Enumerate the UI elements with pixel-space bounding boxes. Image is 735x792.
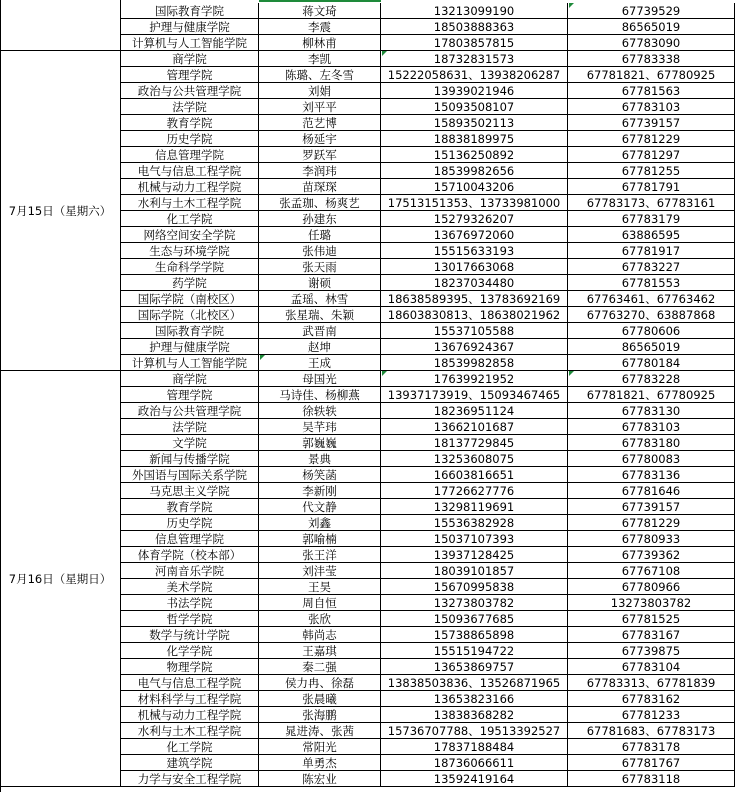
mobile-phone-cell[interactable]: 13273803782 bbox=[381, 595, 568, 611]
college-cell[interactable]: 管理学院 bbox=[121, 67, 259, 83]
college-cell[interactable]: 河南音乐学院 bbox=[121, 563, 259, 579]
contact-name-cell[interactable]: 孟瑶、林雪 bbox=[259, 291, 381, 307]
contact-name-cell[interactable]: 李震 bbox=[259, 19, 381, 35]
office-phone-cell[interactable]: 67783162 bbox=[568, 691, 735, 707]
office-phone-cell[interactable]: 67783167 bbox=[568, 627, 735, 643]
office-phone-cell[interactable]: 67783090 bbox=[568, 35, 735, 51]
mobile-phone-cell[interactable]: 15738865898 bbox=[381, 627, 568, 643]
office-phone-cell[interactable]: 86565019 bbox=[568, 339, 735, 355]
mobile-phone-cell[interactable]: 13838368282 bbox=[381, 707, 568, 723]
office-phone-cell[interactable]: 67780606 bbox=[568, 323, 735, 339]
table-row bbox=[0, 547, 735, 563]
table-row bbox=[0, 467, 735, 483]
college-cell[interactable]: 历史学院 bbox=[121, 131, 259, 147]
office-phone-cell[interactable]: 67781821、67780925 bbox=[568, 387, 735, 403]
table-row bbox=[0, 3, 735, 19]
contact-name-cell[interactable]: 徐轶轶 bbox=[259, 403, 381, 419]
office-phone-cell[interactable]: 67781767 bbox=[568, 755, 735, 771]
contact-name-cell[interactable]: 王嘉琪 bbox=[259, 643, 381, 659]
contact-name-cell[interactable]: 柳林甫 bbox=[259, 35, 381, 51]
mobile-phone-cell[interactable]: 18838189975 bbox=[381, 131, 568, 147]
table-row bbox=[0, 579, 735, 595]
mobile-phone-cell[interactable]: 15037107393 bbox=[381, 531, 568, 547]
mobile-phone-cell[interactable]: 15537105588 bbox=[381, 323, 568, 339]
college-cell[interactable]: 物理学院 bbox=[121, 659, 259, 675]
contact-name-cell[interactable]: 范艺博 bbox=[259, 115, 381, 131]
office-phone-cell[interactable]: 67781229 bbox=[568, 515, 735, 531]
table-row bbox=[0, 595, 735, 611]
mobile-phone-cell[interactable]: 15515633193 bbox=[381, 243, 568, 259]
contact-name-cell[interactable]: 常阳光 bbox=[259, 739, 381, 755]
college-cell[interactable]: 电气与信息工程学院 bbox=[121, 675, 259, 691]
table-row bbox=[0, 451, 735, 467]
mobile-phone-cell[interactable]: 13253608075 bbox=[381, 451, 568, 467]
table-row bbox=[0, 707, 735, 723]
table-row bbox=[0, 659, 735, 675]
mobile-phone-cell[interactable]: 13939021946 bbox=[381, 83, 568, 99]
table-row bbox=[0, 291, 735, 307]
mobile-phone-cell[interactable]: 17726627776 bbox=[381, 483, 568, 499]
college-cell[interactable]: 政治与公共管理学院 bbox=[121, 403, 259, 419]
office-phone-cell[interactable]: 67739529 bbox=[568, 3, 735, 19]
college-cell[interactable]: 书法学院 bbox=[121, 595, 259, 611]
contact-name-cell[interactable]: 秦二强 bbox=[259, 659, 381, 675]
table-row bbox=[0, 499, 735, 515]
office-phone-cell[interactable]: 67781233 bbox=[568, 707, 735, 723]
office-phone-cell[interactable]: 67781297 bbox=[568, 147, 735, 163]
table-row bbox=[0, 483, 735, 499]
mobile-phone-cell[interactable]: 15279326207 bbox=[381, 211, 568, 227]
office-phone-cell[interactable]: 67781683、67783173 bbox=[568, 723, 735, 739]
office-phone-cell[interactable]: 67783338 bbox=[568, 51, 735, 67]
office-phone-cell[interactable]: 67783173、67783161 bbox=[568, 195, 735, 211]
office-phone-cell[interactable]: 67783178 bbox=[568, 739, 735, 755]
mobile-phone-cell[interactable]: 15893502113 bbox=[381, 115, 568, 131]
mobile-phone-cell[interactable]: 18603830813、18638021962 bbox=[381, 307, 568, 323]
mobile-phone-cell[interactable]: 18039101857 bbox=[381, 563, 568, 579]
office-phone-cell[interactable]: 13273803782 bbox=[568, 595, 735, 611]
mobile-phone-cell[interactable]: 18236951124 bbox=[381, 403, 568, 419]
college-cell[interactable]: 材料科学与工程学院 bbox=[121, 691, 259, 707]
contact-name-cell[interactable]: 刘娟 bbox=[259, 83, 381, 99]
college-cell[interactable]: 机械与动力工程学院 bbox=[121, 707, 259, 723]
contact-name-cell[interactable]: 杨延宇 bbox=[259, 131, 381, 147]
mobile-phone-cell[interactable]: 17837188484 bbox=[381, 739, 568, 755]
mobile-phone-cell[interactable]: 13213099190 bbox=[381, 3, 568, 19]
office-phone-cell[interactable]: 86565019 bbox=[568, 19, 735, 35]
college-cell[interactable]: 法学院 bbox=[121, 419, 259, 435]
college-cell[interactable]: 信息管理学院 bbox=[121, 531, 259, 547]
office-phone-cell[interactable]: 67783180 bbox=[568, 435, 735, 451]
college-cell[interactable]: 政治与公共管理学院 bbox=[121, 83, 259, 99]
contact-name-cell[interactable]: 代文静 bbox=[259, 499, 381, 515]
contact-name-cell[interactable]: 陈宏业 bbox=[259, 771, 381, 787]
office-phone-cell[interactable]: 67781229 bbox=[568, 131, 735, 147]
table-row bbox=[0, 67, 735, 83]
office-phone-cell[interactable]: 67783136 bbox=[568, 467, 735, 483]
table-row bbox=[0, 163, 735, 179]
college-cell[interactable]: 电气与信息工程学院 bbox=[121, 163, 259, 179]
contact-name-cell[interactable]: 陈璐、左冬雪 bbox=[259, 67, 381, 83]
college-cell[interactable]: 教育学院 bbox=[121, 499, 259, 515]
office-phone-cell[interactable]: 63886595 bbox=[568, 227, 735, 243]
mobile-phone-cell[interactable]: 17803857815 bbox=[381, 35, 568, 51]
contact-name-cell[interactable]: 刘平平 bbox=[259, 99, 381, 115]
contact-name-cell[interactable]: 王昊 bbox=[259, 579, 381, 595]
mobile-phone-cell[interactable]: 15136250892 bbox=[381, 147, 568, 163]
office-phone-cell[interactable]: 67763461、67763462 bbox=[568, 291, 735, 307]
cell-marker-icon bbox=[260, 355, 265, 360]
mobile-phone-cell[interactable]: 13653869757 bbox=[381, 659, 568, 675]
contact-name-cell[interactable]: 张星瑞、朱颖 bbox=[259, 307, 381, 323]
table-row bbox=[0, 243, 735, 259]
table-row bbox=[0, 739, 735, 755]
office-phone-cell[interactable]: 67739157 bbox=[568, 115, 735, 131]
table-row bbox=[0, 179, 735, 195]
cell-marker-icon bbox=[569, 3, 574, 8]
contact-name-cell[interactable]: 马诗佳、杨柳燕 bbox=[259, 387, 381, 403]
mobile-phone-cell[interactable]: 18137729845 bbox=[381, 435, 568, 451]
mobile-phone-cell[interactable]: 18732831573 bbox=[381, 51, 568, 67]
contact-name-cell[interactable]: 景典 bbox=[259, 451, 381, 467]
mobile-phone-cell[interactable]: 13676972060 bbox=[381, 227, 568, 243]
contact-name-cell[interactable]: 吴芊玮 bbox=[259, 419, 381, 435]
contact-name-cell[interactable]: 任璐 bbox=[259, 227, 381, 243]
college-cell[interactable]: 哲学学院 bbox=[121, 611, 259, 627]
cell-marker-icon bbox=[569, 371, 574, 376]
table-row bbox=[0, 419, 735, 435]
office-phone-cell[interactable]: 67763270、63887868 bbox=[568, 307, 735, 323]
college-cell[interactable]: 护理与健康学院 bbox=[121, 339, 259, 355]
office-phone-cell[interactable]: 67780184 bbox=[568, 355, 735, 371]
college-cell[interactable]: 机械与动力工程学院 bbox=[121, 179, 259, 195]
office-phone-cell[interactable]: 67739157 bbox=[568, 499, 735, 515]
office-phone-cell[interactable]: 67783118 bbox=[568, 771, 735, 787]
office-phone-cell[interactable]: 67780083 bbox=[568, 451, 735, 467]
college-cell[interactable]: 化学学院 bbox=[121, 643, 259, 659]
college-cell[interactable]: 法学院 bbox=[121, 99, 259, 115]
contact-name-cell[interactable]: 蒋文琦 bbox=[259, 3, 381, 19]
college-cell[interactable]: 马克思主义学院 bbox=[121, 483, 259, 499]
office-phone-cell[interactable]: 67739362 bbox=[568, 547, 735, 563]
mobile-phone-cell[interactable]: 13298119691 bbox=[381, 499, 568, 515]
mobile-phone-cell[interactable]: 17513151353、13733981000 bbox=[381, 195, 568, 211]
contact-name-cell[interactable]: 晁进涛、张茜 bbox=[259, 723, 381, 739]
contact-name-cell[interactable]: 刘沣莹 bbox=[259, 563, 381, 579]
contact-name-cell[interactable]: 李润玮 bbox=[259, 163, 381, 179]
table-row bbox=[0, 307, 735, 323]
table-row bbox=[0, 691, 735, 707]
office-phone-cell[interactable]: 67781255 bbox=[568, 163, 735, 179]
office-phone-cell[interactable]: 67781791 bbox=[568, 179, 735, 195]
office-phone-cell[interactable]: 67783227 bbox=[568, 259, 735, 275]
table-row bbox=[0, 339, 735, 355]
college-cell[interactable]: 国际学院（南校区） bbox=[121, 291, 259, 307]
college-cell[interactable]: 商学院 bbox=[121, 371, 259, 387]
office-phone-cell[interactable]: 67783103 bbox=[568, 419, 735, 435]
contact-name-cell[interactable]: 李新刚 bbox=[259, 483, 381, 499]
office-phone-cell[interactable]: 67783179 bbox=[568, 211, 735, 227]
mobile-phone-cell[interactable]: 15736707788、19513392527 bbox=[381, 723, 568, 739]
mobile-phone-cell[interactable]: 13662101687 bbox=[381, 419, 568, 435]
office-phone-cell[interactable]: 67767108 bbox=[568, 563, 735, 579]
college-cell[interactable]: 外国语与国际关系学院 bbox=[121, 467, 259, 483]
selected-cell-indicator bbox=[259, 0, 381, 2]
college-cell[interactable]: 水利与土木工程学院 bbox=[121, 195, 259, 211]
table-row bbox=[0, 19, 735, 35]
college-cell[interactable]: 数学与统计学院 bbox=[121, 627, 259, 643]
mobile-phone-cell[interactable]: 13592419164 bbox=[381, 771, 568, 787]
mobile-phone-cell[interactable]: 13838503836、13526871965 bbox=[381, 675, 568, 691]
contact-name-cell[interactable]: 张天雨 bbox=[259, 259, 381, 275]
office-phone-cell[interactable]: 67781821、67780925 bbox=[568, 67, 735, 83]
college-cell[interactable]: 计算机与人工智能学院 bbox=[121, 355, 259, 371]
contact-name-cell[interactable]: 张伟迪 bbox=[259, 243, 381, 259]
cell-marker-icon bbox=[382, 371, 387, 376]
college-cell[interactable]: 药学院 bbox=[121, 275, 259, 291]
date-cell[interactable]: 7月15日（星期六） bbox=[0, 51, 121, 371]
college-cell[interactable]: 网络空间安全学院 bbox=[121, 227, 259, 243]
mobile-phone-cell[interactable]: 15536382928 bbox=[381, 515, 568, 531]
mobile-phone-cell[interactable]: 18539982656 bbox=[381, 163, 568, 179]
college-cell[interactable]: 文学院 bbox=[121, 435, 259, 451]
table-row bbox=[0, 83, 735, 99]
contact-name-cell[interactable]: 杨笑菡 bbox=[259, 467, 381, 483]
college-cell[interactable]: 历史学院 bbox=[121, 515, 259, 531]
college-cell[interactable]: 管理学院 bbox=[121, 387, 259, 403]
college-cell[interactable]: 新闻与传播学院 bbox=[121, 451, 259, 467]
college-cell[interactable]: 美术学院 bbox=[121, 579, 259, 595]
college-cell[interactable]: 信息管理学院 bbox=[121, 147, 259, 163]
table-row bbox=[0, 259, 735, 275]
table-row bbox=[0, 131, 735, 147]
table-row bbox=[0, 755, 735, 771]
college-cell[interactable]: 生态与环境学院 bbox=[121, 243, 259, 259]
mobile-phone-cell[interactable]: 15710043206 bbox=[381, 179, 568, 195]
table-row bbox=[0, 675, 735, 691]
office-phone-cell[interactable]: 67739875 bbox=[568, 643, 735, 659]
mobile-phone-cell[interactable]: 13937128425 bbox=[381, 547, 568, 563]
college-cell[interactable]: 化工学院 bbox=[121, 739, 259, 755]
contact-name-cell[interactable]: 张晨曦 bbox=[259, 691, 381, 707]
contact-name-cell[interactable]: 张孟珈、杨爽艺 bbox=[259, 195, 381, 211]
table-row bbox=[0, 627, 735, 643]
table-row bbox=[0, 99, 735, 115]
mobile-phone-cell[interactable]: 15222058631、13938206287 bbox=[381, 67, 568, 83]
mobile-phone-cell[interactable]: 13937173919、15093467465 bbox=[381, 387, 568, 403]
cell-marker-icon bbox=[382, 51, 387, 56]
mobile-phone-cell[interactable]: 16603816651 bbox=[381, 467, 568, 483]
office-phone-cell[interactable]: 67780966 bbox=[568, 579, 735, 595]
mobile-phone-cell[interactable]: 17639921952 bbox=[381, 371, 568, 387]
mobile-phone-cell[interactable]: 13676924367 bbox=[381, 339, 568, 355]
mobile-phone-cell[interactable]: 13017663068 bbox=[381, 259, 568, 275]
mobile-phone-cell[interactable]: 15515194722 bbox=[381, 643, 568, 659]
contact-name-cell[interactable]: 王成 bbox=[259, 355, 381, 371]
contact-name-cell[interactable]: 孙建东 bbox=[259, 211, 381, 227]
contact-name-cell[interactable]: 母国光 bbox=[259, 371, 381, 387]
contact-name-cell[interactable]: 谢硕 bbox=[259, 275, 381, 291]
mobile-phone-cell[interactable]: 18539982858 bbox=[381, 355, 568, 371]
table-row bbox=[0, 51, 735, 67]
contact-name-cell[interactable]: 张海鹏 bbox=[259, 707, 381, 723]
contact-name-cell[interactable]: 罗跃军 bbox=[259, 147, 381, 163]
office-phone-cell[interactable]: 67783228 bbox=[568, 371, 735, 387]
table-row bbox=[0, 403, 735, 419]
date-cell[interactable]: 7月16日（星期日） bbox=[0, 371, 121, 787]
college-cell[interactable]: 体育学院（校本部） bbox=[121, 547, 259, 563]
college-cell[interactable]: 国际学院（北校区） bbox=[121, 307, 259, 323]
college-cell[interactable]: 化工学院 bbox=[121, 211, 259, 227]
table-row bbox=[0, 147, 735, 163]
mobile-phone-cell[interactable]: 13653823166 bbox=[381, 691, 568, 707]
table-row bbox=[0, 35, 735, 51]
college-cell[interactable]: 国际教育学院 bbox=[121, 3, 259, 19]
office-phone-cell[interactable]: 67781563 bbox=[568, 83, 735, 99]
college-cell[interactable]: 护理与健康学院 bbox=[121, 19, 259, 35]
mobile-phone-cell[interactable]: 18503888363 bbox=[381, 19, 568, 35]
mobile-phone-cell[interactable]: 18237034480 bbox=[381, 275, 568, 291]
mobile-phone-cell[interactable]: 15670995838 bbox=[381, 579, 568, 595]
office-phone-cell[interactable]: 67780933 bbox=[568, 531, 735, 547]
contact-name-cell[interactable]: 苗琛琛 bbox=[259, 179, 381, 195]
office-phone-cell[interactable]: 67783313、67781839 bbox=[568, 675, 735, 691]
college-cell[interactable]: 力学与安全工程学院 bbox=[121, 771, 259, 787]
office-phone-cell[interactable]: 67781525 bbox=[568, 611, 735, 627]
contact-name-cell[interactable]: 刘鑫 bbox=[259, 515, 381, 531]
table-row bbox=[0, 195, 735, 211]
office-phone-cell[interactable]: 67781646 bbox=[568, 483, 735, 499]
contact-name-cell[interactable]: 韩尚志 bbox=[259, 627, 381, 643]
contact-name-cell[interactable]: 赵坤 bbox=[259, 339, 381, 355]
contact-name-cell[interactable]: 武晋南 bbox=[259, 323, 381, 339]
office-phone-cell[interactable]: 67783103 bbox=[568, 99, 735, 115]
office-phone-cell[interactable]: 67783130 bbox=[568, 403, 735, 419]
college-cell[interactable]: 水利与土木工程学院 bbox=[121, 723, 259, 739]
contact-name-cell[interactable]: 郭巍巍 bbox=[259, 435, 381, 451]
table-row bbox=[0, 531, 735, 547]
mobile-phone-cell[interactable]: 18736066611 bbox=[381, 755, 568, 771]
table-row bbox=[0, 387, 735, 403]
table-row bbox=[0, 771, 735, 787]
mobile-phone-cell[interactable]: 15093508107 bbox=[381, 99, 568, 115]
mobile-phone-cell[interactable]: 15093677685 bbox=[381, 611, 568, 627]
college-cell[interactable]: 计算机与人工智能学院 bbox=[121, 35, 259, 51]
table-row bbox=[0, 563, 735, 579]
table-row bbox=[0, 643, 735, 659]
table-row bbox=[0, 227, 735, 243]
contact-name-cell[interactable]: 张欣 bbox=[259, 611, 381, 627]
office-phone-cell[interactable]: 67783104 bbox=[568, 659, 735, 675]
table-row bbox=[0, 515, 735, 531]
college-cell[interactable]: 教育学院 bbox=[121, 115, 259, 131]
table-row bbox=[0, 611, 735, 627]
college-cell[interactable]: 国际教育学院 bbox=[121, 323, 259, 339]
college-cell[interactable]: 建筑学院 bbox=[121, 755, 259, 771]
office-phone-cell[interactable]: 67781917 bbox=[568, 243, 735, 259]
college-cell[interactable]: 商学院 bbox=[121, 51, 259, 67]
contact-name-cell[interactable]: 李凯 bbox=[259, 51, 381, 67]
table-row bbox=[0, 115, 735, 131]
table-row bbox=[0, 371, 735, 387]
table-row bbox=[0, 435, 735, 451]
contact-name-cell[interactable]: 周自恒 bbox=[259, 595, 381, 611]
contact-name-cell[interactable]: 张王洋 bbox=[259, 547, 381, 563]
table-row bbox=[0, 355, 735, 371]
college-cell[interactable]: 生命科学学院 bbox=[121, 259, 259, 275]
contact-name-cell[interactable]: 单勇杰 bbox=[259, 755, 381, 771]
table-row bbox=[0, 323, 735, 339]
contact-name-cell[interactable]: 侯力冉、徐磊 bbox=[259, 675, 381, 691]
table-row bbox=[0, 211, 735, 227]
table-row bbox=[0, 723, 735, 739]
office-phone-cell[interactable]: 67781553 bbox=[568, 275, 735, 291]
table-row bbox=[0, 275, 735, 291]
contact-name-cell[interactable]: 郭喻楠 bbox=[259, 531, 381, 547]
mobile-phone-cell[interactable]: 18638589395、13783692169 bbox=[381, 291, 568, 307]
